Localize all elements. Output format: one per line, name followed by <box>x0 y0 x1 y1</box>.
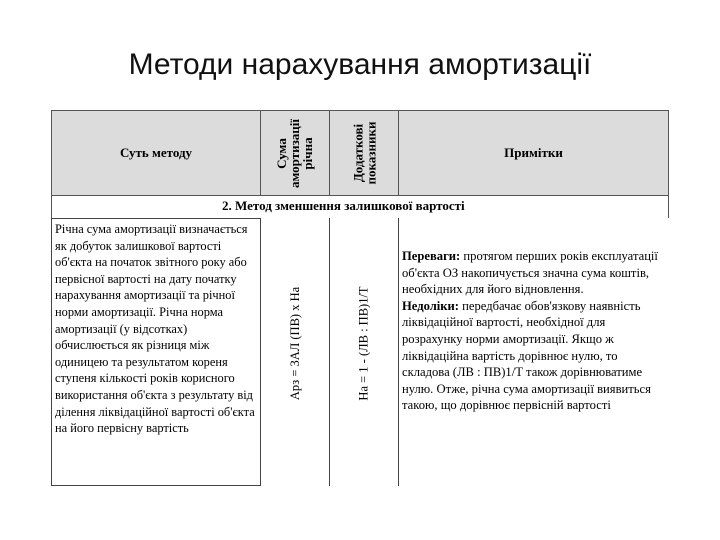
essence-cell <box>51 218 261 486</box>
additional-formula-cell <box>329 218 399 486</box>
disadvantages-label: Недоліки: <box>402 298 459 313</box>
notes-cell <box>398 218 669 486</box>
advantages-label: Переваги: <box>402 249 461 263</box>
essence-text: Річна сума амортизації визначається як добуток залишкової вартості об'єкта на початок звітного року або первісної вартості на дату початку нарахування амортизації та річної норми амортизації. Річна норма амортизації (у відсотках) обчислюється як різниця між одиницею та результатом кореня ступеня кількості років корисного використання об'єкта з результату від ділення ліквідаційної вартості об'єкта на його первісну вартість <box>55 222 255 436</box>
header-essence-label: Суть методу <box>119 145 193 160</box>
header-additional-label: Додаткові показники <box>350 121 378 185</box>
header-annual-sum-label: Сума амортизації річна <box>274 118 316 188</box>
header-notes-label: Примітки <box>504 145 563 160</box>
disadvantages-text: передбачає обов'язкову наявність ліквідаційної вартості, необхідної для розрахунку норми амортизації. Якщо ж ліквідаційна вартість дорівнює нулю, то складова (ЛВ : ПВ)1/Т також дорівнюватиме нулю. Отже, річна сума амортизації виявиться такою, що дорівнює первісній вартості <box>402 298 651 413</box>
header-essence <box>51 110 261 196</box>
notes-text <box>402 248 664 414</box>
annual-formula: Aрз = ЗАЛ (ПВ) х Нa <box>288 286 303 400</box>
slide-title: Методи нарахування амортизації <box>128 48 592 81</box>
annual-formula-cell <box>260 218 330 486</box>
section-row <box>51 196 669 218</box>
advantages-text: протягом перших років експлуатації об'єкта ОЗ накопичується значна сума коштів, необхідних для його відновлення. <box>402 249 658 297</box>
header-notes <box>398 110 669 196</box>
section-title: 2. Метод зменшення залишкової вартості <box>222 198 465 213</box>
header-annual-sum <box>260 110 330 196</box>
header-additional <box>329 110 399 196</box>
additional-formula: Нa = 1 - (ЛВ : ПВ)1/Т <box>356 285 371 401</box>
